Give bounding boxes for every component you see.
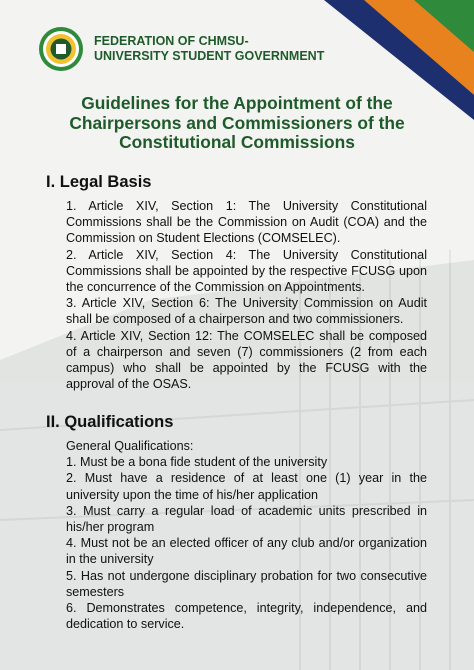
legal-basis-item: 4. Article XIV, Section 12: The COMSELEC shall be composed of a chairperson and seven (7) commissioners (2 from each campus) who shall be appointed by the FCUSG with the approval of the OSAS. [66,328,427,392]
title-line-3: Constitutional Commissions [119,132,355,152]
org-line-2: UNIVERSITY STUDENT GOVERNMENT [94,49,325,63]
title-line-1: Guidelines for the Appointment of the [81,93,393,113]
header [38,26,324,72]
legal-basis-heading: I. Legal Basis [46,173,152,191]
legal-basis-item: 1. Article XIV, Section 1: The University Constitutional Commissions shall be the Commission on Audit (COA) and the Commission on Student Elections (COMSELEC). [66,199,427,246]
qualification-item: 6. Demonstrates competence, integrity, independence, and dedication to service. [66,601,427,632]
legal-basis-item: 3. Article XIV, Section 6: The University Commission on Audit shall be composed of a chairperson and two commissioners. [66,296,427,327]
document-title [30,94,444,153]
qualification-item: 5. Has not undergone disciplinary probation for two consecutive semesters [66,568,427,599]
legal-basis-list [66,198,427,392]
legal-basis-item: 2. Article XIV, Section 4: The University Constitutional Commissions shall be appointed by the respective FCUSG upon the concurrence of the Commission on Appointments. [66,247,427,295]
qualification-item: 2. Must have a residence of at least one (1) year in the university upon the time of his/her application [66,471,427,502]
title-line-2: Chairpersons and Commissioners of the [69,112,405,133]
qualification-item: 3. Must carry a regular load of academic units prescribed in his/her program [66,503,427,535]
organization-name [94,34,324,64]
qualifications-list [66,438,427,632]
qualification-item: 1. Must be a bona fide student of the university [66,455,328,470]
federation-seal-icon [38,26,84,72]
org-line-1: FEDERATION OF CHMSU- [94,34,249,48]
qualifications-heading: II. Qualifications [46,413,174,431]
qualification-item: 4. Must not be an elected officer of any club and/or organization in the university [66,536,427,567]
qualifications-subheading: General Qualifications: [66,439,194,453]
